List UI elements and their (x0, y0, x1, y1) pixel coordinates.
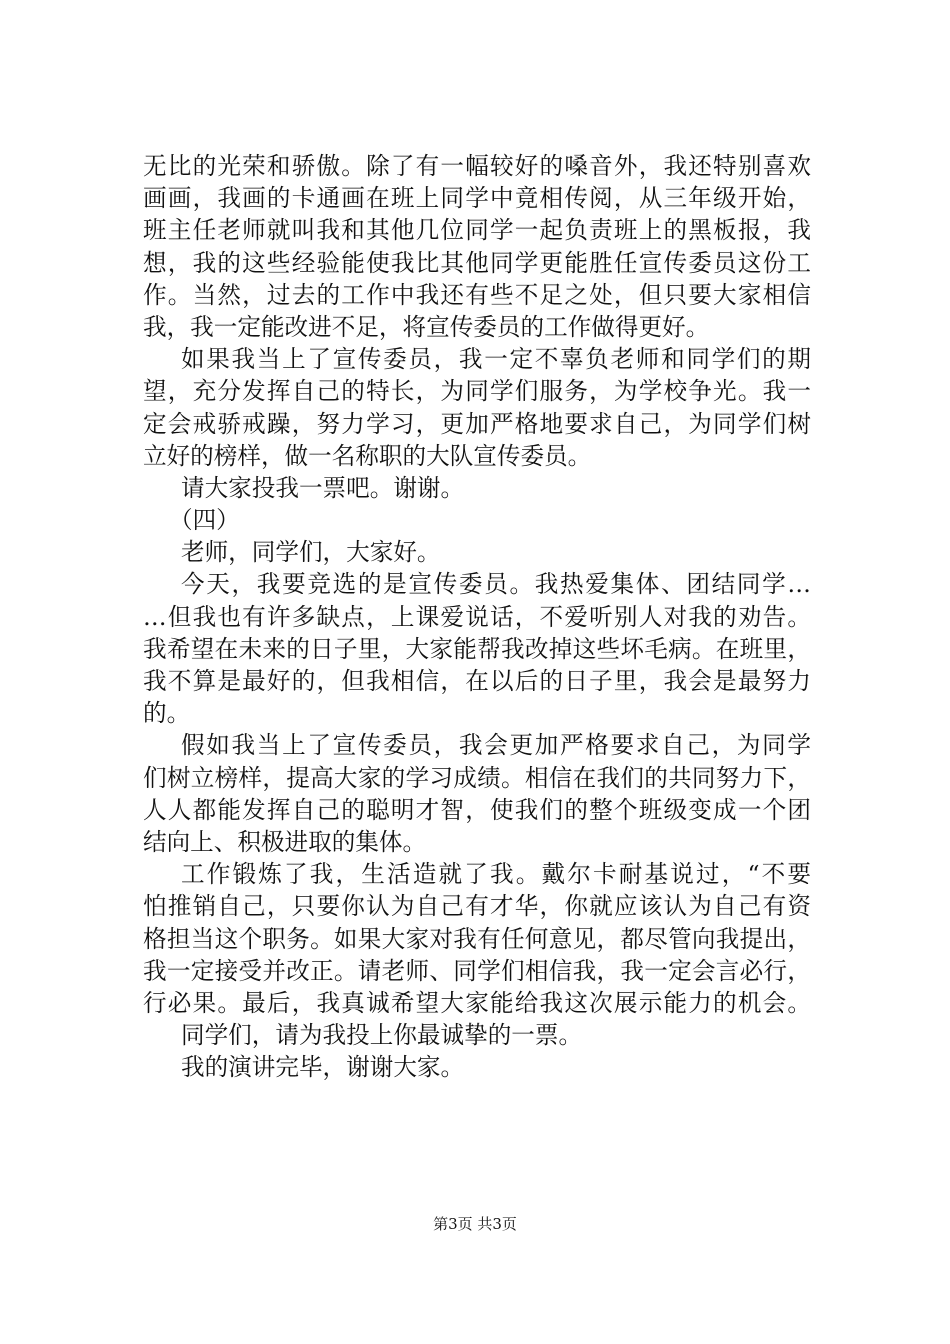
text-line: 人人都能发挥自己的聪明才智，使我们的整个班级变成一个团 (143, 795, 811, 824)
text-line: 格担当这个职务。如果大家对我有任何意见，都尽管向我提出， (143, 924, 811, 953)
text-line: 如果我当上了宣传委员，我一定不辜负老师和同学们的期 (181, 345, 811, 374)
text-line: 望，充分发挥自己的特长，为同学们服务，为学校争光。我一 (143, 377, 811, 406)
text-line: （四） (169, 506, 240, 535)
text-line: 我希望在未来的日子里，大家能帮我改掉这些坏毛病。在班里， (143, 634, 811, 663)
text-line: 同学们，请为我投上你最诚挚的一票。 (181, 1021, 583, 1050)
text-line: 班主任老师就叫我和其他几位同学一起负责班上的黑板报，我 (143, 216, 811, 245)
text-line: 请大家投我一票吧。谢谢。 (181, 473, 465, 502)
text-line: 老师，同学们，大家好。 (181, 538, 441, 567)
text-line: 作。当然，过去的工作中我还有些不足之处，但只要大家相信 (143, 280, 811, 309)
text-line: 立好的榜样，做一名称职的大队宣传委员。 (143, 441, 592, 470)
text-line: 行必果。最后，我真诚希望大家能给我这次展示能力的机会。 (143, 988, 811, 1017)
text-line: 我一定接受并改正。请老师、同学们相信我，我一定会言必行， (143, 956, 811, 985)
text-line: …但我也有许多缺点，上课爱说话，不爱听别人对我的劝告。 (143, 602, 811, 631)
text-line: 怕推销自己，只要你认为自己有才华，你就应该认为自己有资 (143, 892, 811, 921)
text-line: 结向上、积极进取的集体。 (143, 827, 427, 856)
page-footer: 第3页 共3页 (433, 1215, 517, 1233)
text-line: 我不算是最好的，但我相信，在以后的日子里，我会是最努力 (143, 667, 811, 695)
text-line: 工作锻炼了我，生活造就了我。戴尔卡耐基说过，“不要 (181, 860, 811, 889)
text-line: 定会戒骄戒躁，努力学习，更加严格地要求自己，为同学们树 (143, 409, 811, 438)
text-line: 的。 (143, 699, 191, 728)
text-line: 画画，我画的卡通画在班上同学中竟相传阅，从三年级开始， (143, 184, 811, 213)
text-line: 假如我当上了宣传委员，我会更加严格要求自己，为同学 (181, 731, 811, 760)
text-line: 们树立榜样，提高大家的学习成绩。相信在我们的共同努力下， (143, 763, 811, 792)
text-line: 无比的光荣和骄傲。除了有一幅较好的嗓音外，我还特别喜欢 (143, 152, 811, 180)
text-line: 想，我的这些经验能使我比其他同学更能胜任宣传委员这份工 (143, 248, 811, 277)
text-line: 我，我一定能改进不足，将宣传委员的工作做得更好。 (143, 312, 710, 341)
text-line: 今天，我要竞选的是宣传委员。我热爱集体、团结同学… (181, 570, 811, 599)
document-body (143, 150, 811, 1083)
text-line: 我的演讲完毕，谢谢大家。 (181, 1053, 465, 1082)
